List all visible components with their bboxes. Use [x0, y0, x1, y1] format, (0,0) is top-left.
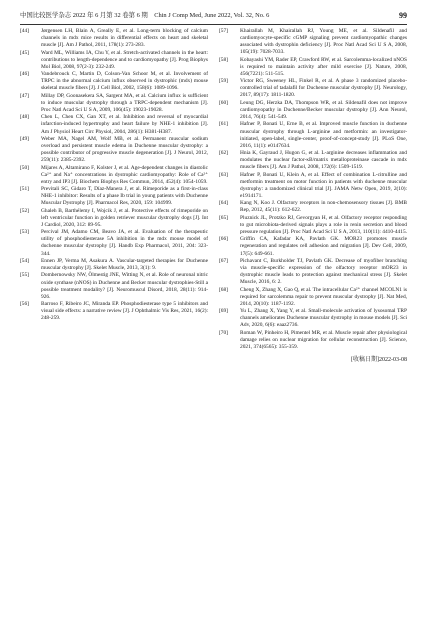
reference-item	[219, 100, 407, 121]
reference-item	[20, 50, 208, 71]
reference-number: [51]	[20, 186, 29, 193]
reference-number: [52]	[20, 207, 29, 214]
reference-number: [63]	[219, 171, 228, 178]
reference-text: Hafner P, Bonati U, Klein A, et al. Effect of combination L-citrulline and metformin treatment on motor function in patients with duchenne muscular dystrophy: a randomized clinical trial [J]. JAMA Netw Open, 2019, 2(10): e1914171.	[240, 171, 407, 199]
reference-text: Victor RG, Sweeney HL, Finkel R, et al. A phase 3 randomized placebo-controlled trial of tadalafil for Duchenne muscular dystrophy [J]. Neurology, 2017, 89(17): 1811-1820.	[240, 78, 407, 99]
reference-item	[219, 172, 407, 200]
reference-text: Ennen JP, Verma M, Asakura A. Vascular-targeted therapies for Duchenne muscular dystrophy [J]. Skelet Muscle, 2013, 3(1): 9.	[41, 257, 208, 272]
reference-number: [44]	[20, 28, 29, 34]
reference-item	[219, 150, 407, 171]
reference-number: [67]	[219, 257, 228, 264]
reference-item	[20, 28, 208, 49]
reference-number: [48]	[20, 114, 29, 121]
reference-item	[219, 57, 407, 78]
reference-number: [46]	[20, 71, 29, 78]
reference-item	[20, 229, 208, 257]
right-reference-list	[219, 28, 407, 351]
reference-text: Chen L, Chen CX, Gan XT, et al. Inhibition and reversal of myocardial infarction-induced hypertrophy and heart failure by NHE-1 inhibition [J]. Am J Physiol Heart Circ Physiol, 2004, 286(1): H381-H387.	[41, 114, 208, 135]
reference-number: [45]	[20, 49, 29, 56]
reference-text: Percival JM, Adamo CM, Beavo JA, et al. Evaluation of the therapeutic utility of phosphodiesterase 5A inhibition in the mdx mouse model of duchenne muscular dystrophy [J]. Handb Exp Pharmacol, 2011, 204: 323-344.	[41, 229, 208, 257]
reference-number: [50]	[20, 164, 29, 171]
reference-text: Millay DP, Goonasekera SA, Sargent MA, et al. Calcium influx is sufficient to induce muscular dystrophy through a TRPC-dependent mechanism [J]. Proc Natl Acad Sci U S A, 2009, 106(45): 19023-19028.	[41, 92, 208, 113]
reference-item	[219, 28, 407, 56]
header-rule	[20, 24, 407, 25]
reference-number: [56]	[20, 301, 29, 308]
reference-text: Hafner P, Bonati U, Erne B, et al. Improved muscle function in duchenne muscular dystrophy through L-arginine and metformin: an investigator-initiated, open-label, single-center, proof-of-concept-study [J]. PLoS One, 2016, 11(1): e0147634.	[240, 121, 407, 149]
reference-number: [58]	[219, 56, 228, 63]
reference-text: Cheng X, Zhang X, Gao Q, et al. The intracellular Ca²⁺ channel MCOLN1 is required for sarcolemma repair to prevent muscular dystrophy [J]. Nat Med, 2014, 20(10): 1187-1192.	[240, 286, 407, 307]
reference-item	[20, 272, 208, 300]
reference-number: [54]	[20, 257, 29, 264]
reference-item	[20, 301, 208, 322]
reference-number: [61]	[219, 121, 228, 128]
reference-number: [49]	[20, 135, 29, 142]
reference-number: [65]	[219, 214, 228, 221]
page-header	[20, 10, 407, 22]
reference-text: Ward ML, Williams IA, Chu Y, et al. Stretch-activated channels in the heart: contributions to length-dependence and to cardiomyopathy [J]. Prog Biophys Mol Biol, 2008, 97(2-3): 232-249.	[41, 49, 208, 70]
reference-text: Ghaleh B, Barthélemy I, Wojcik J, et al. Protective effects of rimeporide on left ventricular function in golden retriever muscular dystrophy dogs [J]. Int J Cardiol, 2020, 312: 89-95.	[41, 207, 208, 228]
reference-item	[20, 71, 208, 92]
reference-number: [47]	[20, 92, 29, 99]
reference-item	[219, 200, 407, 214]
reference-text: Mijares A, Altamirano F, Kolster J, et al. Age-dependent changes in diastolic Ca²⁺ and Na⁺ concentrations in dystrophic cardiomyopathy: Role of Ca²⁺ entry and IP3 [J]. Biochem Biophys Res Commun, 2014, 452(4): 1054-1059.	[41, 164, 208, 185]
reference-item	[219, 236, 407, 257]
reference-item	[219, 215, 407, 236]
reference-text: Griffin CA, Kafadar KA, Pavlath GK. MOR23 promotes muscle regeneration and regulates cell adhesion and migration [J]. Dev Cell, 2009, 17(5): 649-661.	[240, 236, 407, 257]
reference-item	[20, 258, 208, 272]
reference-number: [66]	[219, 236, 228, 243]
reference-text: Dombernowsky NW, Ölmestig JNE, Witting N, et al. Role of neuronal nitric oxide synthase (nNOS) in Duchenne and Becker muscular dystrophies-Still a possible treatment modality? [J]. Neuromuscul Disord, 2018, 28(11): 914-926.	[41, 272, 208, 300]
reference-text: Leung DG, Herzka DA, Thompson WR, et al. Sildenafil does not improve cardiomyopathy in Duchenne/Becker muscular dystrophy [J]. Ann Neurol, 2014, 76(4): 541-549.	[240, 99, 407, 121]
reference-item	[20, 93, 208, 114]
reference-item	[219, 287, 407, 308]
reference-text: Yu L, Zhang X, Yang Y, et al. Small-molecule activation of lysosomal TRP channels ameliorates Duchenne muscular dystrophy in mouse models [J]. Sci Adv, 2020, 6(6): eaaz2736.	[240, 308, 407, 329]
reference-item	[20, 136, 208, 164]
reference-number: [55]	[20, 272, 29, 279]
reference-item	[219, 121, 407, 149]
reference-item	[219, 258, 407, 286]
reference-text: Vandebrouck C, Martin D, Colson-Van Schoor M, et al. Involvement of TRPC in the abnormal calcium influx observed in dystrophic (mdx) mouse skeletal muscle fibers [J]. J Cell Biol, 2002, 158(6): 1089-1096.	[41, 71, 208, 92]
reference-item	[219, 308, 407, 329]
right-column	[219, 28, 407, 616]
reference-item	[20, 165, 208, 186]
reference-number: [68]	[219, 286, 228, 293]
reference-columns	[20, 28, 407, 616]
page-number: 99	[399, 11, 407, 20]
reference-number: [64]	[219, 200, 228, 207]
reference-number: [53]	[20, 229, 29, 236]
reference-text: Hnia K, Gayraud J, Hugon G, et al. L-arginine decreases inflammation and modulates the nuclear factor-κB/matrix metalloproteinase cascade in mdx muscle fibers [J]. Am J Pathol, 2008, 172(6): 1509-1519.	[240, 150, 407, 171]
reference-text: Kobayashi YM, Rader EP, Crawford RW, et al. Sarcolemma-localized nNOS is required to maintain activity after mild exercise [J]. Nature, 2008, 456(7221): 511-515.	[240, 56, 407, 77]
reference-text: Pluznick JL, Protzko RJ, Gevorgyan H, et al. Olfactory receptor responding to gut microbiota-derived signals plays a role in renin secretion and blood pressure regulation [J]. Proc Natl Acad Sci U S A, 2013, 110(11): 4410-4415.	[240, 214, 407, 235]
reference-text: Pichavant C, Burkholder TJ, Pavlath GK. Decrease of myofiber branching via muscle-specific expression of the olfactory receptor mOR23 in dystrophic muscle leads to protection against mechanical stress [J]. Skelet Muscle, 2016, 6: 2.	[240, 257, 407, 286]
reference-item	[20, 186, 208, 207]
reference-number: [59]	[219, 78, 228, 85]
reference-item	[20, 114, 208, 135]
receipt-date: [收稿日期]2022-03-08	[351, 357, 407, 364]
reference-number: [62]	[219, 150, 228, 157]
reference-text: Weber MA, Nagel AM, Wolf MB, et al. Permanent muscular sodium overload and persistent muscle edema in Duchenne muscular dystrophy: a possible contributor of progressive muscle degeneration [J]. J Neurol, 2012, 259(11): 2385-2392.	[41, 135, 208, 164]
reference-text: Jørgensen LH, Blain A, Greally E, et al. Long-term blocking of calcium channels in mdx mice results in differential effects on heart and skeletal muscle [J]. Am J Pathol, 2011, 178(1): 273-283.	[41, 28, 208, 49]
reference-number: [69]	[219, 308, 228, 315]
reference-text: Roman W, Pinheiro H, Pimentel MR, et al. Muscle repair after physiological damage relies on nuclear migration for cellular reconstruction [J]. Science, 2021, 374(6565): 355-359.	[240, 329, 407, 350]
reference-item	[20, 208, 208, 229]
reference-text: Barroso F, Ribeiro JC, Miranda EP. Phosphodiesterase type 5 inhibitors and visual side effects: a narrative review [J]. J Ophthalmic Vis Res, 2021, 16(2): 248-259.	[41, 301, 208, 322]
left-column	[20, 28, 208, 616]
reference-text: Kang N, Koo J. Olfactory receptors in non-chemosensory tissues [J]. BMB Rep, 2012, 45(11): 612-622.	[240, 200, 407, 214]
reference-number: [60]	[219, 99, 228, 106]
reference-text: Khairallah M, Khairallah RJ, Young ME, et al. Sildenafil and cardiomyocyte-specific cGMP signaling prevent cardiomyopathic changes associated with dystrophin deficiency [J]. Proc Natl Acad Sci U S A, 2008, 105(19): 7028-7033.	[240, 28, 407, 56]
reference-item	[219, 330, 407, 351]
reference-number: [57]	[219, 28, 228, 34]
reference-text: Previtali SC, Gidaro T, Díaz-Manera J, et al. Rimeporide as a first-in-class NHE-1 inhibitor: Results of a phase Ib trial in young patients with Duchenne Muscular Dystrophy [J]. Pharmacol Res, 2020, 159: 104999.	[41, 186, 208, 207]
journal-header: 中国比较医学杂志 2022 年 6 月第 32 卷第 6 期 Chin J Comp Med, June 2022, Vol. 32, No. 6	[20, 12, 270, 19]
reference-item	[219, 78, 407, 99]
reference-number: [70]	[219, 329, 228, 336]
